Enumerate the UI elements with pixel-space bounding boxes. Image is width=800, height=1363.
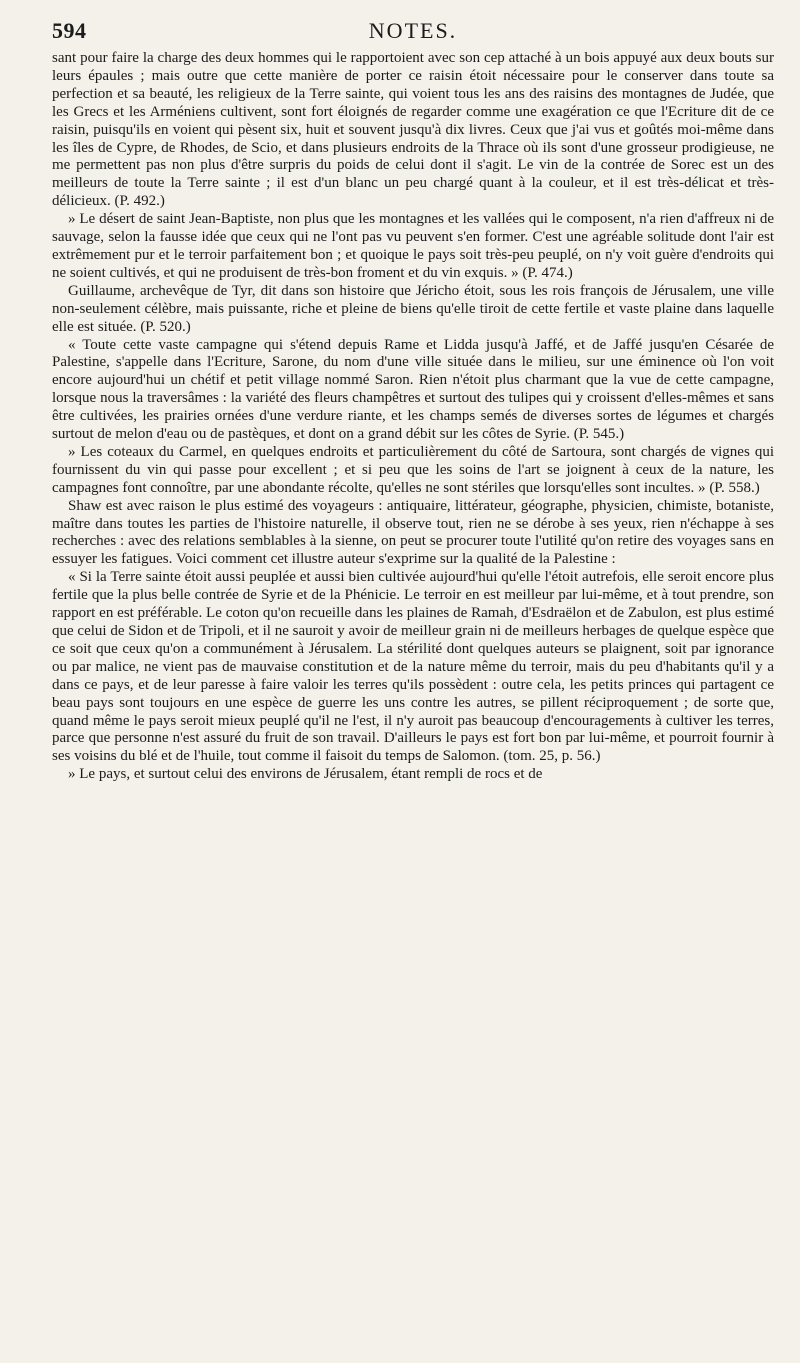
paragraph-text: » Les coteaux du Carmel, en quelques endroits et particulièrement du côté de Sartoura, sont chargés de vignes qui fournissent du vin qui passe pour excellent ; et si peu que les soins de l'art se joignent à ceux de la nature, les campagnes font connoître, par une abondante récolte, qu'elles ne sont stériles que lorsqu'elles sont incultes. » — [52, 443, 774, 496]
page-reference: (P. 558.) — [709, 479, 760, 496]
page-number: 594 — [52, 18, 87, 43]
paragraph — [52, 498, 774, 570]
notes-body — [52, 50, 774, 784]
paragraph — [52, 444, 774, 498]
paragraph — [52, 50, 774, 211]
page-reference: (tom. 25, p. 56.) — [503, 748, 601, 765]
page-reference: (P. 520.) — [140, 318, 191, 335]
page-reference: (P. 545.) — [573, 426, 625, 443]
paragraph-text: sant pour faire la charge des deux hommes qui le rapportoient avec son cep attaché à un bois appuyé aux deux bouts sur leurs épaules ; mais outre que cette manière de porter ce raisin étoit nécessaire pour le conserver dans toute sa perfection et sa beauté, les religieux de la Terre sainte, qui voient tous les ans des raisins des montagnes de Judée, que les Grecs et les Arméniens cultivent, sont fort éloignés de regarder comme une exagération ce que l'Ecriture dit de ce raisin, puisqu'ils en voient qui pèsent six, huit et souvent jusqu'à dix livres. Ceux que j'ai vus et goûtés moi-même dans les îles de Cypre, de Rhodes, de Scio, et dans plusieurs endroits de la Thrace où ils sont d'une grosseur prodigieuse, ne me permettent pas non plus d'être surpris du poids de celui dont il s'agit. Le vin de la contrée de Sorec est un des meilleurs de toute la Terre sainte ; il est d'un blanc un peu chargé quant à la couleur, et il est très-délicat et très-délicieux. — [52, 50, 774, 210]
paragraph-text: » Le désert de saint Jean-Baptiste, non plus que les montagnes et les vallées qui le composent, n'a rien d'affreux ni de sauvage, selon la fausse idée que ceux qui ne l'ont pas vu peuvent s'en former. C'est une agréable solitude dont l'air est extrêmement pur et le terroir parfaitement bon ; et quoique le pays soit très-peu peuplé, on n'y voit guère d'endroits qui ne soient cultivés, et qui ne produisent de très-bon froment et du vin exquis. » — [52, 211, 774, 281]
paragraph — [52, 211, 774, 283]
paragraph-text: « Si la Terre sainte étoit aussi peuplée et aussi bien cultivée aujourd'hui qu'elle l'étoit autrefois, elle seroit encore plus fertile que la plus belle contrée de Syrie et de la Phénicie. Le terroir en est meilleur par lui-même, et à tout prendre, son rapport en est préférable. Le coton qu'on recueille dans les plaines de Ramah, d'Esdraëlon et de Zabulon, est plus estimé que celui de Sidon et de Tripoli, et il ne sauroit y avoir de meilleur grain ni de meilleurs herbages de quelque espèce que ce soit que ceux qu'on a communément à Jérusalem. La stérilité dont quelques auteurs se plaignent, soit par ignorance ou par malice, ne vient pas de mauvaise constitution et de la nature même du terroir, mais du peu d'habitants qu'il y a dans ce pays, et de leur paresse à faire valoir les terres qu'ils possèdent : outre cela, les petits princes qui partagent ce beau pays sont toujours en une espèce de guerre les uns contre les autres, se pillent réciproquement ; de sorte que, quand même le pays seroit mieux peuplé qu'il ne l'est, il n'y auroit pas beaucoup d'encouragements à cultiver les terres, parce que personne n'est assuré du fruit de son travail. D'ailleurs le pays est fort bon par lui-même, et pourroit fournir à ses voisins du blé et de l'huile, tout comme il faisoit du temps de Salomon. — [52, 569, 774, 765]
paragraph — [52, 766, 774, 784]
page-reference: (P. 474.) — [522, 264, 573, 281]
paragraph-text: » Le pays, et surtout celui des environs de Jérusalem, étant rempli de rocs et de — [68, 766, 543, 783]
paragraph-text: « Toute cette vaste campagne qui s'étend depuis Rame et Lidda jusqu'à Jaffé, et de Jaffé jusqu'en Césarée de Palestine, s'appelle dans l'Ecriture, Sarone, du nom d'une ville située dans le milieu, sur une éminence où l'on voit encore aujourd'hui un chétif et petit village nommé Saron. Rien n'étoit plus charmant que la vue de cette campagne, lorsque nous la traversâmes : la variété des fleurs champêtres et surtout des tulipes qui y croissent d'elles-mêmes et sans être cultivées, les prairies ornées d'une verdure riante, et les champs semés de diverses sortes de légumes et chargés surtout de melon d'eau ou de pastèques, et dont on a grand débit sur les côtes de Syrie. — [52, 336, 774, 443]
paragraph-text: Shaw est avec raison le plus estimé des voyageurs : antiquaire, littérateur, géographe, physicien, chimiste, botaniste, maître dans toutes les parties de l'histoire naturelle, il observe tout, rien ne se dérobe à ses yeux, rien n'échappe à ses recherches : avec des relations semblables à la sienne, on peut se procurer toute l'utilité qu'on retire des voyages sans en essuyer les fatigues. Voici comment cet illustre auteur s'exprime sur la qualité de la Palestine : — [52, 497, 774, 568]
page-header — [52, 14, 774, 50]
paragraph — [52, 569, 774, 766]
paragraph — [52, 337, 774, 444]
running-title: NOTES. — [368, 18, 458, 43]
paragraph — [52, 283, 774, 337]
page-reference: (P. 492.) — [114, 193, 165, 210]
paragraph-text: Guillaume, archevêque de Tyr, dit dans son histoire que Jéricho étoit, sous les rois françois de Jérusalem, une ville non-seulement célèbre, mais puissante, riche et pleine de biens qu'elle tiroit de cette fertile et vaste plaine dans laquelle elle est située. — [52, 282, 774, 335]
